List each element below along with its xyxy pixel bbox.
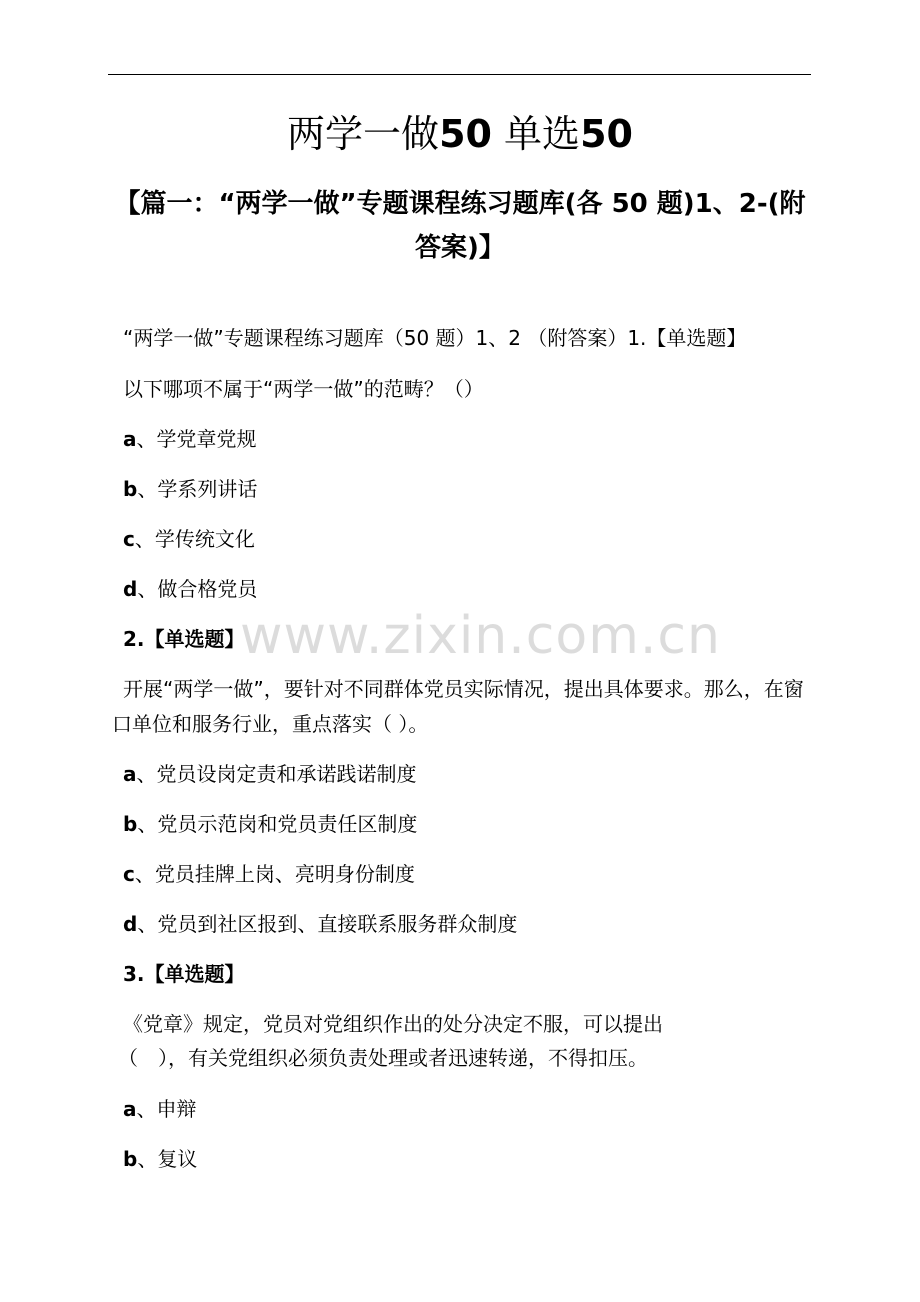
option-letter: b [123,812,138,836]
question-3-stem-line-2: （ ），有关党组织必须负责处理或者迅速转递，不得扣压。 [118,1046,648,1070]
question-2-option-c [123,859,415,889]
option-letter: a [123,427,137,451]
question-1-option-c [123,524,255,554]
question-2-option-a [123,759,417,789]
option-text: 、做合格党员 [137,577,258,601]
question-2-stem: 开展“两学一做”，要针对不同群体党员实际情况，提出具体要求。那么，在窗口单位和服务行业，重点落实（ ）。 [112,677,804,736]
header-rule [108,74,811,75]
option-text: 、申辩 [136,1097,197,1121]
intro-line: “两学一做”专题课程练习题库（50 题）1、2 （附答案）1.【单选题】 [123,326,747,350]
question-3-option-a [123,1094,197,1124]
option-text: 、党员到社区报到、直接联系服务群众制度 [137,912,518,936]
option-text: 、学传统文化 [134,527,255,551]
title-number-2: 50 [580,112,633,156]
title-number-1: 50 [439,112,492,156]
option-letter: a [123,762,137,786]
option-text: 、党员示范岗和党员责任区制度 [137,812,418,836]
option-letter: c [123,527,135,551]
option-text: 、党员挂牌上岗、亮明身份制度 [134,862,415,886]
watermark: www.zixin.com.cn [240,606,721,666]
option-text: 、学系列讲话 [137,477,258,501]
question-1-option-d [123,574,257,604]
option-letter: d [123,912,138,936]
option-letter: b [123,477,138,501]
question-2-header: 2.【单选题】 [123,627,245,651]
title-mid: 单选 [504,112,581,156]
question-3-stem-line-1: 《党章》规定，党员对党组织作出的处分决定不服，可以提出 [123,1012,663,1036]
option-letter: a [123,1097,137,1121]
question-2-option-b [123,809,417,839]
question-1-stem: 以下哪项不属于“两学一做”的范畴？（） [123,377,484,401]
document-subtitle: 【篇一：“两学一做”专题课程练习题库(各 50 题)1、2-(附答案)】 [114,189,806,263]
option-text: 、学党章党规 [136,427,257,451]
option-letter: b [123,1147,138,1171]
document-title [0,108,920,160]
option-letter: c [123,862,135,886]
question-3-option-b [123,1144,197,1174]
option-text: 、复议 [137,1147,198,1171]
question-2-option-d [123,909,517,939]
title-prefix: 两学一做 [287,112,440,156]
question-1-option-a [123,424,257,454]
question-1-option-b [123,474,257,504]
option-text: 、党员设岗定责和承诺践诺制度 [136,762,417,786]
question-3-header: 3.【单选题】 [123,962,245,986]
option-letter: d [123,577,138,601]
